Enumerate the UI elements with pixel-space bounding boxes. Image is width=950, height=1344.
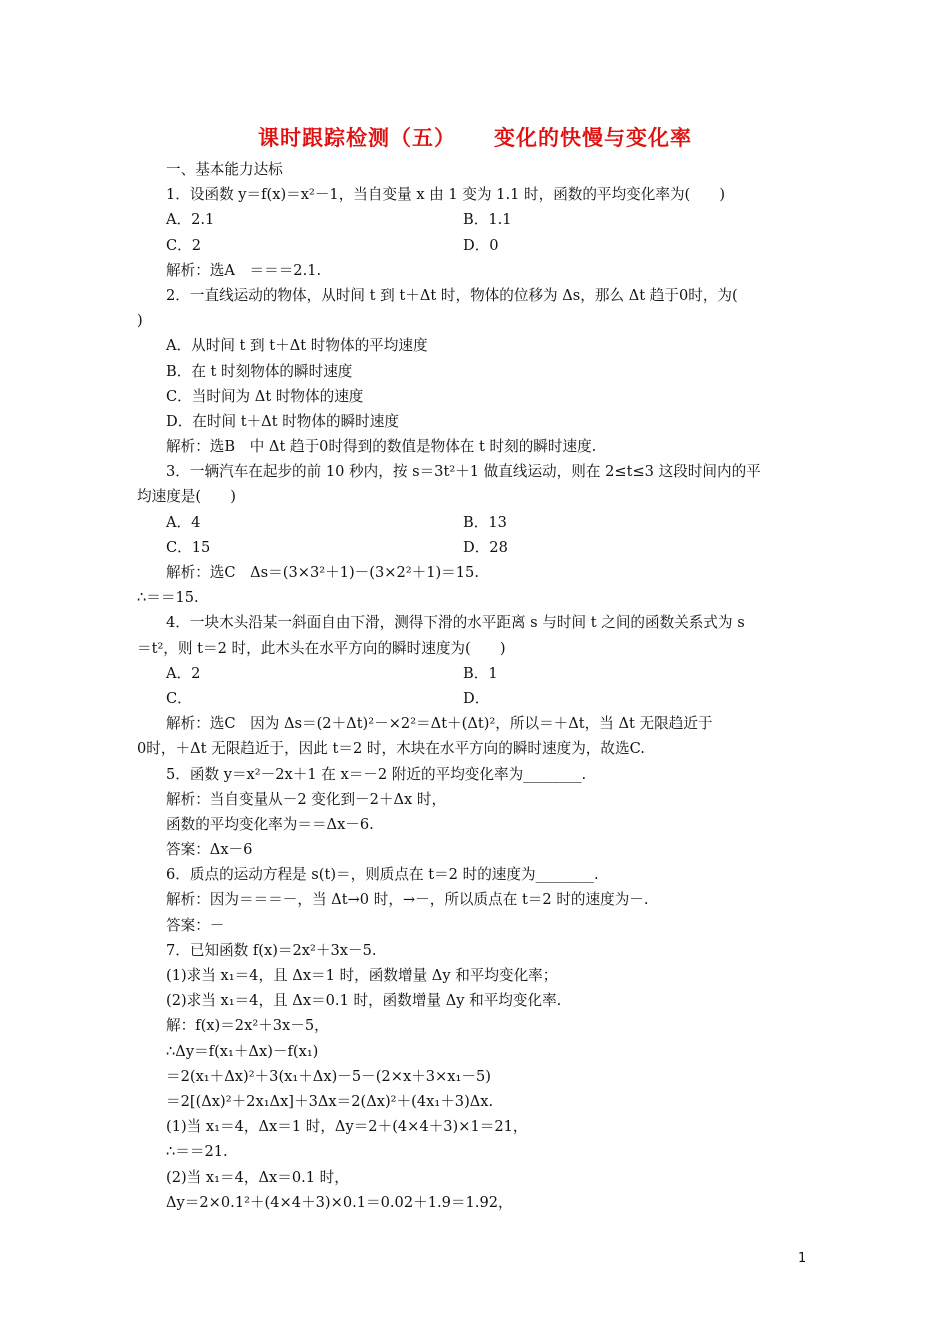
q3-option-b: B．13 — [463, 513, 507, 531]
section-heading: 一、基本能力达标 — [166, 161, 283, 178]
q2-stem-line2: ) — [137, 312, 143, 330]
q3-stem-line1: 3．一辆汽车在起步的前 10 秒内，按 s＝3t²＋1 做直线运动，则在 2≤t≤3 这段时间内的平 — [166, 463, 761, 481]
q4-option-b: B．1 — [463, 664, 498, 682]
q3-analysis-line2: ∴＝＝15. — [137, 589, 199, 607]
q7-stem: 7．已知函数 f(x)＝2x²＋3x－5. — [166, 941, 377, 959]
q4-stem-line2: ＝t²，则 t＝2 时，此木头在水平方向的瞬时速度为( ) — [137, 639, 506, 657]
q1-analysis: 解析：选A ＝＝＝2.1. — [166, 261, 322, 279]
q7-solution-line: ＝2[(Δx)²＋2x₁Δx]＋3Δx＝2(Δx)²＋(4x₁＋3)Δx. — [166, 1092, 494, 1110]
q3-option-a: A．4 — [166, 513, 201, 531]
q1-stem: 1．设函数 y＝f(x)＝x²－1，当自变量 x 由 1 变为 1.1 时，函数的平均变化率为( ) — [166, 186, 726, 204]
q3-stem-line2: 均速度是( ) — [137, 488, 236, 506]
title-right: 变化的快慢与变化率 — [494, 126, 692, 150]
q4-stem-line1: 4．一块木头沿某一斜面自由下滑，测得下滑的水平距离 s 与时间 t 之间的函数关系式为 s — [166, 614, 745, 632]
q2-option-c: C．当时间为 Δt 时物体的速度 — [166, 387, 364, 405]
q4-option-a: A．2 — [166, 664, 201, 682]
q5-answer: 答案：Δx－6 — [166, 841, 253, 859]
q2-stem-line1: 2．一直线运动的物体，从时间 t 到 t＋Δt 时，物体的位移为 Δs，那么 Δt 趋于0时，为( — [166, 286, 738, 304]
q2-option-d: D．在时间 t＋Δt 时物体的瞬时速度 — [166, 412, 399, 430]
document-body — [137, 157, 820, 1215]
q1-option-a: A．2.1 — [166, 211, 215, 229]
q7-solution-line: ∴＝＝21. — [166, 1143, 228, 1161]
q6-stem: 6．质点的运动方程是 s(t)＝，则质点在 t＝2 时的速度为________. — [166, 866, 599, 884]
q7-solution-line: (2)当 x₁＝4，Δx＝0.1 时， — [166, 1168, 349, 1186]
title-left: 课时跟踪检测（五） — [258, 126, 456, 150]
q3-options-row2 — [137, 535, 820, 560]
q4-options-row2 — [137, 686, 820, 711]
q2-option-b: B．在 t 时刻物体的瞬时速度 — [166, 362, 353, 380]
q3-option-c: C．15 — [166, 538, 211, 556]
q7-solution-line: (1)当 x₁＝4，Δx＝1 时，Δy＝2＋(4×4＋3)×1＝21， — [166, 1118, 528, 1136]
q7-solution-line: ∴Δy＝f(x₁＋Δx)－f(x₁) — [166, 1042, 319, 1060]
q4-analysis-line1: 解析：选C 因为 Δs＝(2＋Δt)²－×2²＝Δt＋(Δt)²，所以＝＋Δt，当 Δt 无限趋近于 — [166, 715, 713, 733]
q1-option-d: D．0 — [463, 236, 499, 254]
q7-solution-line: Δy＝2×0.1²＋(4×4＋3)×0.1＝0.02＋1.9＝1.92， — [166, 1193, 513, 1211]
q7-solution-line: 解：f(x)＝2x²＋3x－5， — [166, 1017, 329, 1035]
q4-option-d: D． — [463, 689, 490, 707]
q3-analysis-line1: 解析：选C Δs＝(3×3²＋1)－(3×2²＋1)＝15. — [166, 564, 479, 581]
q1-option-b: B．1.1 — [463, 211, 512, 229]
page-title — [0, 122, 950, 152]
q4-analysis-line2: 0时，＋Δt 无限趋近于，因此 t＝2 时，木块在水平方向的瞬时速度为，故选C. — [137, 740, 645, 758]
q7-sub2: (2)求当 x₁＝4，且 Δx＝0.1 时，函数增量 Δy 和平均变化率. — [166, 992, 562, 1010]
q6-analysis: 解析：因为＝＝＝－，当 Δt→0 时，→－，所以质点在 t＝2 时的速度为－. — [166, 891, 649, 909]
q5-analysis-line1: 解析：当自变量从－2 变化到－2＋Δx 时， — [166, 790, 447, 808]
page-number: 1 — [798, 1251, 807, 1266]
q7-solution-line: ＝2(x₁＋Δx)²＋3(x₁＋Δx)－5－(2×x＋3×x₁－5) — [166, 1067, 491, 1085]
q5-analysis-line2: 函数的平均变化率为＝＝Δx－6. — [166, 815, 374, 833]
q7-sub1: (1)求当 x₁＝4，且 Δx＝1 时，函数增量 Δy 和平均变化率； — [166, 967, 558, 984]
q6-answer: 答案：－ — [166, 916, 225, 934]
q5-stem: 5．函数 y＝x²－2x＋1 在 x＝－2 附近的平均变化率为________. — [166, 765, 587, 783]
q3-option-d: D．28 — [463, 538, 508, 556]
q1-options-row1 — [137, 207, 820, 232]
q2-analysis: 解析：选B 中 Δt 趋于0时得到的数值是物体在 t 时刻的瞬时速度. — [166, 438, 597, 456]
q4-options-row1 — [137, 661, 820, 686]
q1-option-c: C．2 — [166, 236, 202, 254]
q1-options-row2 — [137, 233, 820, 258]
q3-options-row1 — [137, 510, 820, 535]
q4-option-c: C． — [166, 689, 192, 707]
q2-option-a: A．从时间 t 到 t＋Δt 时物体的平均速度 — [166, 337, 428, 355]
